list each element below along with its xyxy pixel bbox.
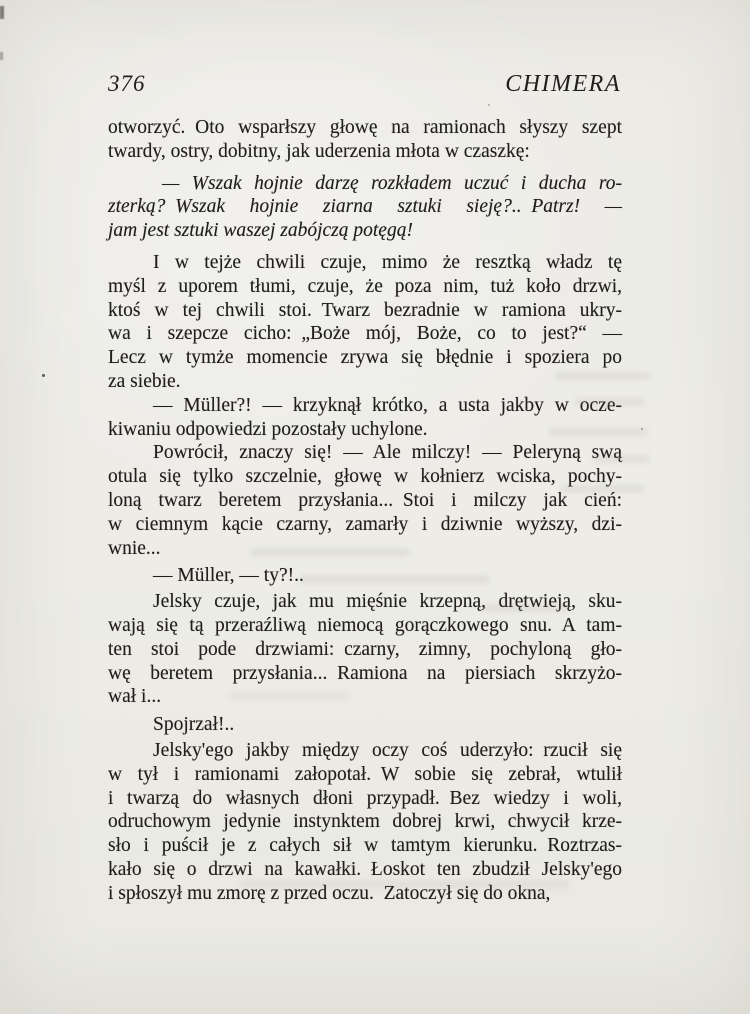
text-line: jam jest sztuki waszej zabójczą potęgą! [108,220,413,242]
text-line: twardy, ostry, dobitny, jak uderzenia młota w czaszkę: [108,140,530,162]
text-line: sło i puścił je z całych sił w tamtym kierunku. Roztrzas- [108,835,622,857]
paragraph [108,251,622,394]
text-line: wnie... [108,537,161,559]
text-line: — Müller, — ty?!.. [153,565,304,587]
scan-speck [641,428,643,430]
page-number: 376 [108,71,146,96]
text-line: otworzyć. Oto wsparłszy głowę na ramionach słyszy szept [108,117,622,138]
text-line: I w tejże chwili czuje, mimo że resztką władz tę [153,251,622,273]
text-line: Jelsky'ego jakby między oczy coś uderzyło: rzucił się [153,739,622,761]
text-line: myśl z uporem tłumi, czuje, że poza nim, tuż koło drzwi, [108,275,622,297]
text-line: Lecz w tymże momencie zrywa się błędnie i spoziera po [108,347,622,369]
page-header [108,71,621,98]
text-line: kało się o drzwi na kawałki. Łoskot ten zbudził Jelsky'ego [108,858,622,880]
paragraph [108,116,622,164]
text-line: loną twarz beretem przysłania... Stoi i milczy jak cień: [108,489,622,511]
paragraph [108,739,622,906]
text-line: i twarzą do własnych dłoni przypadł. Bez wiedzy i woli, [108,787,622,809]
paragraph [108,441,622,560]
text-line: — Wszak hojnie darzę rozkładem uczuć i ducha ro- [162,172,622,194]
paragraph [108,172,622,243]
text-line: wę beretem przysłania... Ramiona na piersiach skrzyżo- [108,662,622,684]
text-line: kiwaniu odpowiedzi pozostały uchylone. [108,418,428,440]
text-line: w tył i ramionami załopotał. W sobie się zebrał, wtulił [108,763,622,785]
text-line: w ciemnym kącie czarny, zamarły i dziwnie wyższy, dzi- [108,513,622,535]
text-line: Spojrzał!.. [153,714,235,736]
paragraph [108,394,622,442]
text-line: i spłoszył mu zmorę z przed oczu. Zatoczył się do okna, [108,882,551,904]
journal-title: CHIMERA [505,71,621,97]
paragraph [108,713,622,737]
scan-edge-mark [0,6,4,19]
text-line: — Müller?! — krzyknął krótko, a usta jakby w ocze- [153,394,622,416]
text-line: zterką? Wszak hojnie ziarna sztuki sieję?.. Patrz! — [108,196,622,218]
scan-speck [42,374,45,377]
text-line: wał i... [108,686,162,708]
paragraph [108,564,622,588]
page-text [108,116,622,906]
text-line: wa i szepcze cicho: „Boże mój, Boże, co to jest?“ — [108,323,622,345]
text-line: ten stoi pode drzwiami: czarny, zimny, pochyloną gło- [108,638,622,660]
text-line: wają się tą przeraźliwą niemocą gorączkowego snu. A tam- [108,614,622,636]
scan-edge-mark [0,52,3,60]
text-line: ktoś w tej chwili stoi. Twarz bezradnie w ramiona ukry- [108,299,622,321]
text-line: otula się tylko szczelnie, głowę w kołnierz wciska, pochy- [108,466,622,488]
text-line: odruchowym jedynie instynktem dobrej krwi, chwycił krze- [108,811,622,833]
text-line: Powrócił, znaczy się! — Ale milczy! — Peleryną swą [153,442,622,464]
text-line: za siebie. [108,370,181,392]
text-line: Jelsky czuje, jak mu mięśnie krzepną, drętwieją, sku- [153,591,622,613]
scan-speck [488,104,490,106]
paragraph [108,590,622,709]
